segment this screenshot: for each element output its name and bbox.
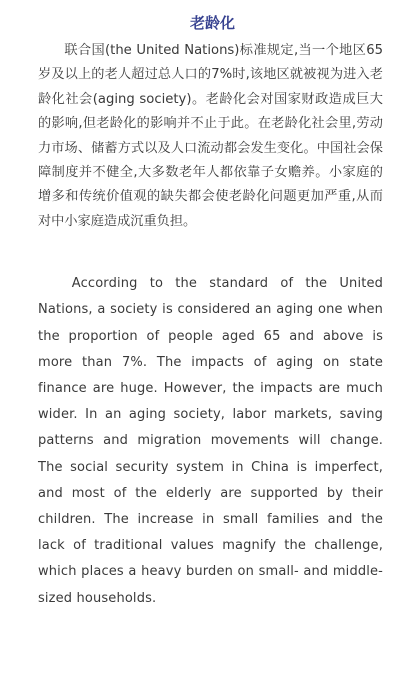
article-title: 老龄化 (189, 14, 235, 32)
chinese-paragraph: 联合国(the United Nations)标准规定,当一个地区65岁及以上的老人超过总人口的7%时,该地区就被视为进入老龄化社会(aging society)。老龄化会对国家财政造成巨大的影响,但老龄化的影响并不止于此。在老龄化社会里,劳动力市场、储蓄方式以及人口流动都会发生变化。中国社会保障制度并不健全,大多数老年人都依靠子女赡养。小家庭的增多和传统价值观的缺失都会使老龄化问题更加严重,从而对中小家庭造成沉重负担。 (38, 43, 383, 229)
english-paragraph: According to the standard of the United Nations, a society is considered an aging one when the proportion of people aged 65 and above is more than 7%. The impacts of aging on state finance are huge. However, the impacts are much wider. In an aging society, labor markets, saving patterns and migration movements will change. The social security system in China is imperfect, and most of the elderly are supported by their children. The increase in small families and the lack of traditional values magnify the challenge, which places a heavy burden on small- and middle-sized households. (38, 276, 383, 606)
